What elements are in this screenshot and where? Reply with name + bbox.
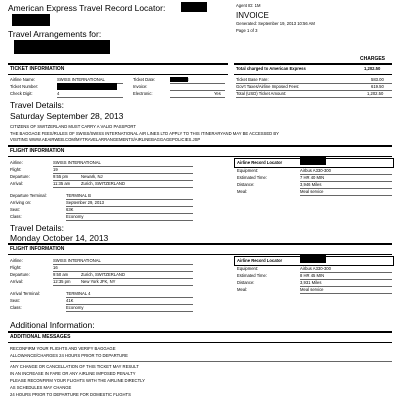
equipment-value: Airbus A330-300 (300, 168, 331, 173)
divider (10, 361, 392, 362)
arrival-time: 12:35 pm (53, 279, 71, 284)
redacted-block (170, 77, 188, 82)
arrival-city: Zurich, SWITZERLAND (81, 181, 125, 186)
arriving-on-label: Arriving on: (10, 200, 32, 205)
redacted-ticket-number (57, 83, 117, 90)
baggage-url: VISITING WWW.AEAIRWEB.COM/MYTRAVELARRANGEMENTS/AIRLINEBAGGAGEPOLICIES.JSP (10, 137, 201, 142)
doc-type: INVOICE (236, 11, 269, 20)
terminal-label: Departure Terminal: (10, 193, 47, 198)
underline (66, 206, 193, 207)
divider (8, 331, 392, 333)
seat-label: Seat: (10, 298, 20, 303)
class-value: Economy (66, 214, 84, 219)
underline (53, 264, 193, 265)
distance-value: 3,946 Miles (300, 182, 322, 187)
ticket-number-label: Ticket Number: (10, 84, 39, 89)
meal-value: Meal service (300, 287, 324, 292)
class-label: Class: (10, 214, 22, 219)
underline (53, 187, 193, 188)
header-title: American Express Travel Record Locator: (8, 3, 166, 13)
electronic-label: Electronic: (133, 91, 153, 96)
estimated-time-label: Estimated Time: (237, 273, 268, 278)
flight-value: 16 (53, 265, 58, 270)
redacted-block (12, 14, 50, 26)
equipment-label: Equipment: (237, 266, 259, 271)
estimated-time-label: Estimated Time: (237, 175, 268, 180)
arrival-label: Arrival: (10, 279, 24, 284)
terminal-label: Arrival Terminal: (10, 291, 40, 296)
underline (66, 220, 193, 221)
divider (234, 74, 392, 75)
divider (8, 156, 392, 157)
arrival-time: 11:35 am (53, 181, 71, 186)
airline-label: Airline: (10, 160, 23, 165)
taxes-label: Gov't Taxes/Airline Imposed Fees: (236, 84, 300, 89)
base-fare-label: Ticket Base Fare: (236, 77, 269, 82)
passport-note: CITIZENS OF SWITZERLAND MUST CARRY A VALID PASSPORT (10, 124, 136, 129)
redacted-airline-locator (300, 254, 326, 263)
underline (66, 304, 193, 305)
class-value: Economy (66, 305, 84, 310)
departure-time: 9:55 pm (53, 174, 69, 179)
message-line: RECONFIRM YOUR FLIGHTS AND VERIFY BAGGAGE (10, 346, 116, 351)
departure-time: 9:50 am (53, 272, 69, 277)
seat-value: 63K (66, 207, 74, 212)
divider (8, 254, 392, 255)
electronic-value: Yes (214, 91, 221, 96)
airline-value: SWISS INTERNATIONAL (53, 258, 101, 263)
arrival-city: New York JFK, NY (81, 279, 116, 284)
flight-info-heading: FLIGHT INFORMATION (10, 148, 65, 154)
distance-label: Distance: (237, 182, 255, 187)
seat-label: Seat: (10, 207, 20, 212)
terminal-value: TERMINAL B (66, 193, 91, 198)
additional-messages-heading: ADDITIONAL MESSAGES (10, 334, 71, 340)
underline (66, 311, 193, 312)
distance-label: Distance: (237, 280, 255, 285)
departure-city: Zurich, SWITZERLAND (81, 272, 125, 277)
redacted-traveler-name (14, 40, 110, 54)
divider (8, 63, 228, 65)
message-line: ALLOWANCE/CHARGES 24 HOURS PRIOR TO DEPARTURE (10, 353, 128, 358)
page-number: Page 1 of 3 (236, 28, 258, 33)
message-line: PLEASE RECONFIRM YOUR FLIGHTS WITH THE AIRLINE DIRECTLY (10, 378, 145, 383)
ticket-amount-label: Total (USD) Ticket Amount: (236, 91, 287, 96)
meal-label: Meal: (237, 189, 248, 194)
arriving-on-value: September 29, 2013 (66, 200, 104, 205)
airline-label: Airline: (10, 258, 23, 263)
underline (170, 97, 225, 98)
ticket-amount-value: 1,202.50 (367, 91, 384, 96)
redacted-airline-locator (300, 156, 326, 165)
underline (236, 97, 392, 98)
ticket-date-label: Ticket Date: (133, 77, 156, 82)
terminal-value: TERMINAL 4 (66, 291, 91, 296)
class-label: Class: (10, 305, 22, 310)
underline (57, 97, 123, 98)
record-locator-label: Airline Record Locator (237, 160, 283, 165)
underline (300, 195, 392, 196)
travel-details-heading: Travel Details: (10, 223, 65, 233)
travel-details-heading: Travel Details: (10, 100, 65, 110)
meal-value: Meal service (300, 189, 324, 194)
distance-value: 3,931 Miles (300, 280, 322, 285)
departure-label: Departure: (10, 174, 30, 179)
flight-info-heading: FLIGHT INFORMATION (10, 246, 65, 252)
flight-label: Flight: (10, 265, 22, 270)
charges-total-value: 1,202.50 (364, 66, 381, 71)
departure-label: Departure: (10, 272, 30, 277)
baggage-note: THE BAGGAGE FEES/RULES OF SWISS/SWISS INTERNATIONAL AIR LINES LTD APPLY TO THIS ITINERARYAND MAY BE ACCESSED BY (10, 131, 279, 136)
underline (53, 166, 193, 167)
record-locator-label: Airline Record Locator (237, 258, 283, 263)
underline (66, 297, 193, 298)
message-line: AS SCHEDULES MAY CHANGE (10, 385, 72, 390)
seat-value: 41K (66, 298, 74, 303)
estimated-time-value: 7 HR 40 MIN (300, 175, 325, 180)
estimated-time-value: 8 HR 45 MIN (300, 273, 325, 278)
airline-value: SWISS INTERNATIONAL (53, 160, 101, 165)
underline (66, 213, 193, 214)
additional-info-heading: Additional Information: (10, 320, 95, 330)
flight-label: Flight: (10, 167, 22, 172)
charges-total-label: Total charged to American Express (236, 66, 306, 71)
check-digit-value: 4 (57, 91, 60, 96)
message-line: ANY CHANGE OR CANCELLATION OF THIS TICKET MAY RESULT (10, 364, 139, 369)
underline (53, 285, 193, 286)
agent-id: Agent ID: 1M (236, 3, 261, 8)
ticket-heading: TICKET INFORMATION (10, 66, 65, 72)
redacted-record-locator (181, 2, 207, 12)
divider (234, 63, 392, 65)
header-subtitle: Travel Arrangements for: (8, 29, 102, 39)
arrival-label: Arrival: (10, 181, 24, 186)
travel-date: Saturday September 28, 2013 (10, 111, 124, 121)
check-digit-label: Check Digit: (10, 91, 33, 96)
departure-city: Newark, NJ (81, 174, 103, 179)
airline-label: Airline Name: (10, 77, 36, 82)
flight-value: 19 (53, 167, 58, 172)
invoice-label: Invoice: (133, 84, 148, 89)
charges-heading: CHARGES (360, 56, 386, 62)
taxes-value: 619.50 (371, 84, 384, 89)
message-line: IN AN INCREASE IN FARE OR ANY AIRLINE IMPOSED PENALTY (10, 371, 136, 376)
divider (8, 243, 392, 245)
equipment-value: Airbus A330-300 (300, 266, 331, 271)
meal-label: Meal: (237, 287, 248, 292)
generated-date: Generated: September 19, 2013 10:56 AM (236, 21, 315, 26)
travel-date: Monday October 14, 2013 (10, 233, 109, 243)
divider (8, 145, 392, 147)
base-fare-value: 583.00 (371, 77, 384, 82)
message-line: 24 HOURS PRIOR TO DEPARTURE FOR DOMESTIC FLIGHTS (10, 392, 131, 397)
underline (170, 83, 225, 84)
underline (300, 293, 392, 294)
airline-value: SWISS INTERNATIONAL (57, 77, 105, 82)
divider (8, 74, 228, 75)
underline (53, 173, 193, 174)
equipment-label: Equipment: (237, 168, 259, 173)
divider (8, 342, 392, 343)
underline (53, 278, 193, 279)
